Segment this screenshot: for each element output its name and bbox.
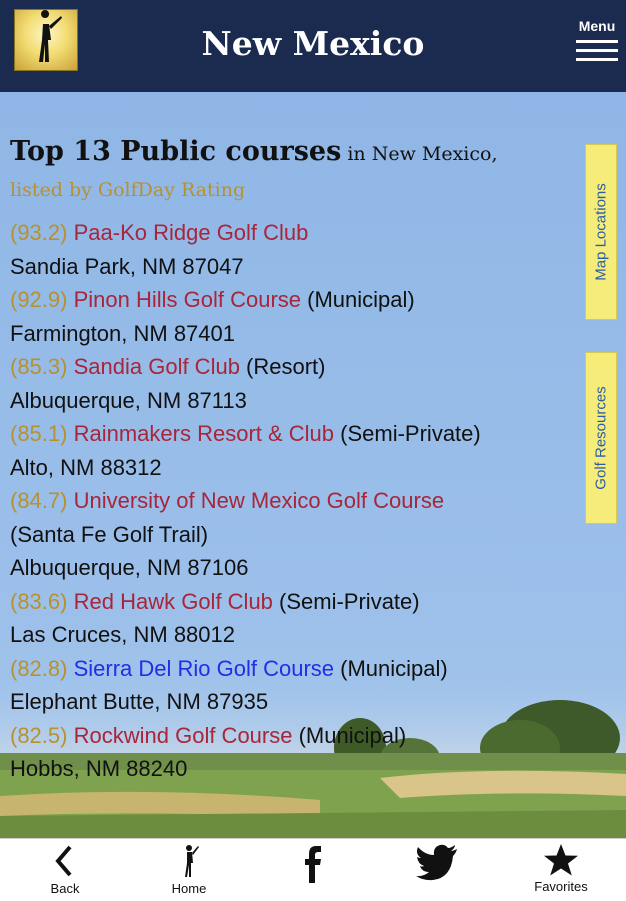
golfer-icon	[174, 843, 204, 879]
list-item	[10, 216, 580, 283]
course-location: Albuquerque, NM 87113	[10, 387, 247, 413]
list-item: (92.9) Pinon Hills Golf Course (Municipal) Farmington, NM 87401	[10, 283, 580, 350]
course-link[interactable]: Pinon Hills Golf Course	[73, 287, 302, 312]
list-item: (82.8) Sierra Del Rio Golf Course (Municipal) Elephant Butte, NM 87935	[10, 652, 580, 719]
facebook-icon	[298, 843, 328, 883]
home-button[interactable]: Home	[144, 843, 234, 899]
twitter-icon	[415, 843, 459, 881]
map-locations-tab[interactable]: Map Locations	[585, 144, 617, 320]
golf-resources-tab[interactable]: Golf Resources	[585, 352, 617, 524]
course-rating: (85.3)	[10, 354, 68, 379]
course-rating: (82.8)	[10, 655, 68, 681]
facebook-button[interactable]	[268, 843, 358, 899]
course-location: Sandia Park, NM 87047	[10, 253, 244, 279]
list-item: (84.7) University of New Mexico Golf Course (Santa Fe Golf Trail) Albuquerque, NM 87106	[10, 484, 580, 585]
course-location: Hobbs, NM 88240	[10, 756, 188, 781]
course-list	[10, 216, 580, 786]
list-item: (83.6) Red Hawk Golf Club (Semi-Private) Las Cruces, NM 88012	[10, 585, 580, 652]
menu-button[interactable]	[574, 18, 620, 67]
twitter-button[interactable]	[392, 843, 482, 899]
menu-label: Menu	[578, 18, 616, 34]
course-location: Farmington, NM 87401	[10, 320, 235, 346]
course-rating: (93.2)	[10, 220, 68, 245]
course-link[interactable]: Sierra Del Rio Golf Course	[73, 655, 335, 681]
course-rating: (83.6)	[10, 588, 68, 614]
course-location: Las Cruces, NM 88012	[10, 622, 235, 647]
course-link[interactable]: Sandia Golf Club	[73, 354, 240, 379]
course-link[interactable]: Rainmakers Resort & Club	[73, 421, 335, 446]
list-subtitle: listed by GolfDay Rating	[10, 179, 246, 201]
course-link[interactable]: University of New Mexico Golf Course	[73, 488, 445, 513]
list-heading: Top 13 Public courses in New Mexico, listed by GolfDay Rating	[10, 132, 570, 204]
list-item: (82.5) Rockwind Golf Course (Municipal) Hobbs, NM 88240	[10, 719, 580, 786]
course-location: Elephant Butte, NM 87935	[10, 689, 269, 714]
back-button[interactable]: Back	[20, 843, 110, 899]
main-content	[0, 92, 626, 838]
hamburger-icon	[576, 40, 618, 43]
course-rating: (85.1)	[10, 421, 68, 446]
bottom-nav	[0, 838, 626, 901]
course-location: Alto, NM 88312	[10, 454, 162, 480]
course-link[interactable]: Rockwind Golf Course	[73, 722, 293, 748]
course-rating: (84.7)	[10, 488, 68, 513]
header-bar	[0, 0, 626, 92]
list-item: (85.1) Rainmakers Resort & Club (Semi-Private) Alto, NM 88312	[10, 417, 580, 484]
course-location: Albuquerque, NM 87106	[10, 555, 249, 580]
course-link[interactable]: Paa-Ko Ridge Golf Club	[73, 220, 309, 245]
course-rating: (92.9)	[10, 287, 68, 312]
favorites-button[interactable]: Favorites	[516, 843, 606, 899]
list-item: (85.3) Sandia Golf Club (Resort) Albuquerque, NM 87113	[10, 350, 580, 417]
course-rating: (82.5)	[10, 722, 68, 748]
star-icon	[543, 843, 579, 877]
page-title: New Mexico	[201, 24, 425, 63]
chevron-left-icon	[50, 843, 80, 879]
course-link[interactable]: Red Hawk Golf Club	[73, 588, 273, 614]
